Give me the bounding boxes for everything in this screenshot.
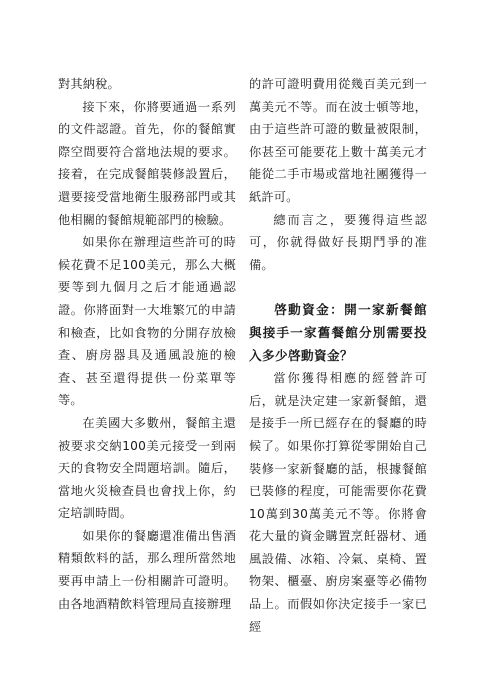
paragraph-continuation: 對其納稅。: [58, 77, 120, 91]
section-heading: 啓動資金：開一家新餐館與接手一家舊餐館分別需要投入多少啓動資金？: [249, 302, 427, 363]
left-column: [58, 73, 236, 615]
paragraph-liquor-license: 如果你的餐廳還准備出售酒精類飲料的話，那么理所當然地要再申請上一份相關許可證明。由各地酒精飲料管理局直接辦理: [58, 528, 236, 611]
paragraph-license-fees: 的許可證明費用從幾百美元到一萬美元不等。而在波士頓等地，由于這些許可證的數量被限制，你甚至可能要花上數十萬美元才能從二手市場或當地社團獲得一紙許可。: [249, 77, 427, 204]
paragraph-summary: 總而言之，要獲得這些認可，你就得做好長期鬥爭的准備。: [249, 212, 427, 272]
right-column: [249, 73, 427, 638]
paragraph-permit-cost: 如果你在辦理這些許可的時候花費不足100美元，那么大概要等到九個月之后才能通過認證。你將面對一大堆繁冗的申請和檢查，比如食物的分開存放檢查、廚房器具及通風設施的檢查、甚至還得提供一份菜單等等。: [58, 235, 236, 408]
paragraph-document-certification: 接下來，你將要通過一系列的文件認證。首先，你的餐館實際空間要符合當地法規的要求。接着，在完成餐館裝修設置后，還要接受當地衛生服務部門或其他相關的餐館規範部門的檢驗。: [58, 99, 236, 227]
paragraph-food-safety-training: 在美國大多數州，餐館主還被要求交納100美元接受一到兩天的食物安全問題培訓。隨后，當地火災檢查員也會找上你，約定培訓時間。: [58, 415, 236, 521]
section-spacer: [249, 276, 427, 299]
paragraph-startup-capital: 當你獲得相應的經營許可后，就是決定建一家新餐館，還是接手一所已經存在的餐廳的時候了。如果你打算從零開始自己裝修一家新餐廳的話，根據餐館已裝修的程度，可能需要你花費10萬到30萬美元不等。你將會花大量的資金購置烹飪器材、通風設備、冰箱、冷氣、桌椅、置物架、櫃臺、廚房案臺等必備物品上。而假如你決定接手一家已經: [249, 371, 427, 634]
